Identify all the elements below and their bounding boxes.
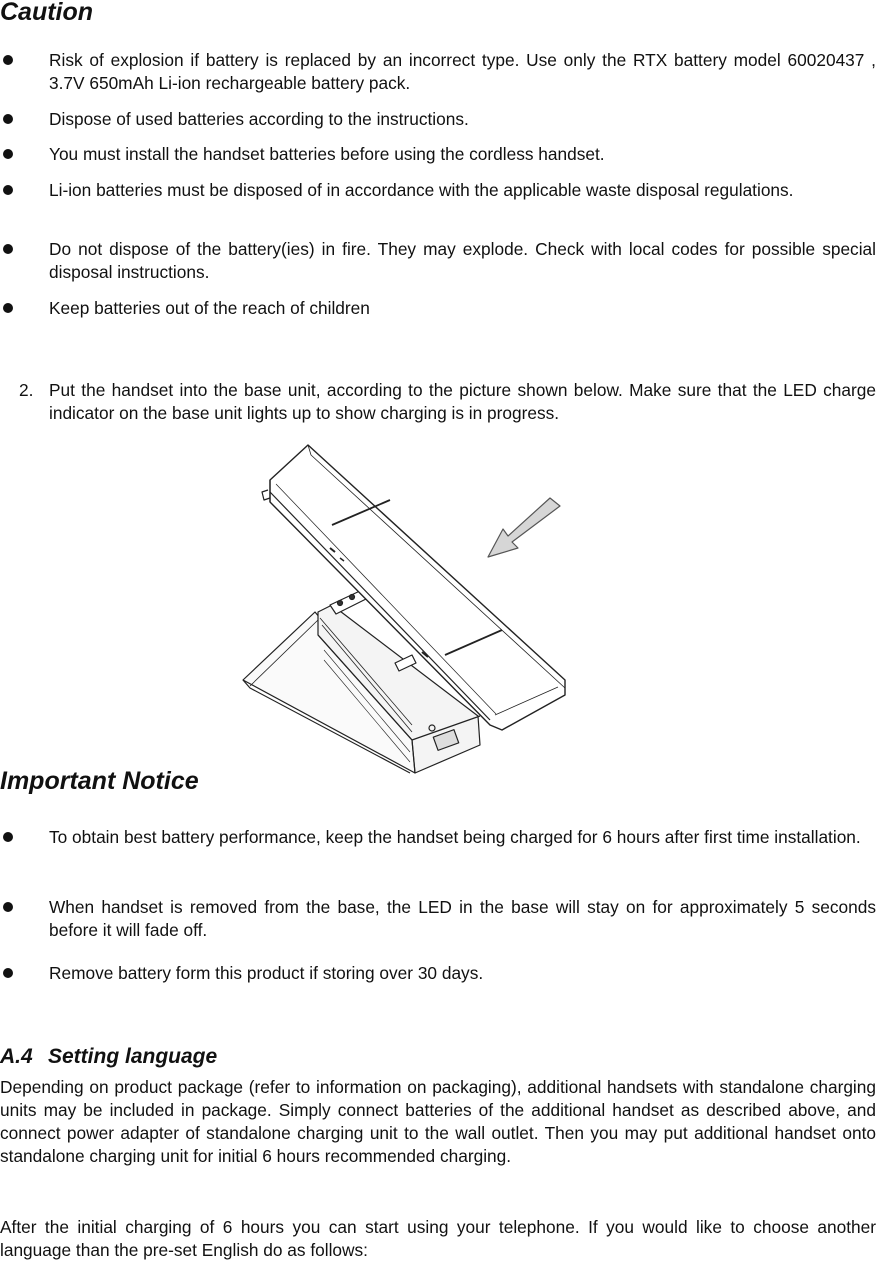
step-text: Put the handset into the base unit, according to the picture shown below. Make sure that the LED charge indicator on the base unit lights up to show charging is in progress. xyxy=(49,380,876,423)
list-item-text: Dispose of used batteries according to the instructions. xyxy=(49,109,469,129)
list-item-text: When handset is removed from the base, the LED in the base will stay on for approximately 5 seconds before it will fade off. xyxy=(49,897,876,940)
bullet-icon xyxy=(3,968,13,978)
insert-direction-arrow-icon xyxy=(488,498,560,557)
bullet-icon xyxy=(3,832,13,842)
bullet-icon xyxy=(3,149,13,159)
list-item-text: Li-ion batteries must be disposed of in accordance with the applicable waste disposal regulations. xyxy=(49,180,794,200)
section-number: A.4 xyxy=(0,1045,33,1068)
section-heading xyxy=(0,1044,217,1070)
important-notice-heading: Important Notice xyxy=(0,767,199,795)
list-item-text: Remove battery form this product if storing over 30 days. xyxy=(49,963,484,983)
handset-in-base-illustration xyxy=(240,440,570,775)
bullet-icon xyxy=(3,303,13,313)
list-item-text: To obtain best battery performance, keep the handset being charged for 6 hours after first time installation. xyxy=(49,827,861,847)
bullet-icon xyxy=(3,114,13,124)
step-number: 2. xyxy=(19,380,34,400)
section-paragraph-1: Depending on product package (refer to information on packaging), additional handsets with standalone charging units may be included in package. Simply connect batteries of the additional handset as described above, and connect power adapter of standalone charging unit to the wall outlet. Then you may put additional handset onto standalone charging unit for initial 6 hours recommended charging. xyxy=(0,1077,876,1166)
list-item-text: You must install the handset batteries before using the cordless handset. xyxy=(49,144,605,164)
list-item-text: Do not dispose of the battery(ies) in fire. They may explode. Check with local codes for possible special disposal instructions. xyxy=(49,239,876,282)
section-title: Setting language xyxy=(48,1045,218,1068)
bullet-icon xyxy=(3,902,13,912)
section-paragraph-2: After the initial charging of 6 hours you can start using your telephone. If you would like to choose another language than the pre-set English do as follows: xyxy=(0,1217,876,1260)
bullet-icon xyxy=(3,244,13,254)
list-item-text: Keep batteries out of the reach of children xyxy=(49,298,370,318)
list-item-text: Risk of explosion if battery is replaced by an incorrect type. Use only the RTX battery model 60020437 , 3.7V 650mAh Li-ion rechargeable battery pack. xyxy=(49,50,876,93)
caution-heading: Caution xyxy=(0,0,94,26)
bullet-icon xyxy=(3,185,13,195)
bullet-icon xyxy=(3,55,13,65)
